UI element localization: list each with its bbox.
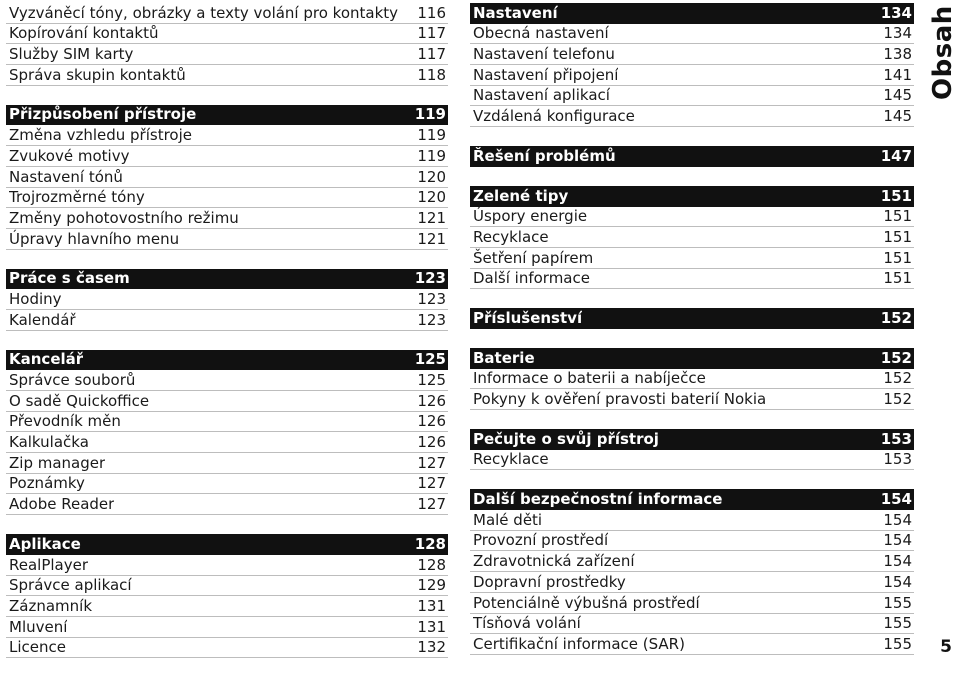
- toc-entry[interactable]: [6, 208, 448, 229]
- toc-entry[interactable]: [470, 44, 914, 65]
- chapter-page-number: 154: [880, 490, 912, 509]
- entry-page-number: 154: [883, 510, 912, 529]
- chapter-page-number: 151: [880, 186, 912, 205]
- chapter-title: Další bezpečnostní informace: [473, 490, 723, 509]
- chapter-page-number: 128: [414, 534, 446, 553]
- chapter-page-number: 153: [880, 429, 912, 448]
- toc-right-column: [470, 3, 914, 674]
- toc-chapter-heading[interactable]: [470, 348, 914, 369]
- entry-title: Služby SIM karty: [9, 45, 134, 64]
- toc-entry[interactable]: [470, 24, 914, 45]
- chapter-title: Kancelář: [9, 350, 84, 369]
- toc-entry[interactable]: [470, 269, 914, 290]
- toc-entry[interactable]: [6, 432, 448, 453]
- toc-chapter-heading[interactable]: [470, 489, 914, 510]
- chapter-title: Aplikace: [9, 534, 81, 553]
- toc-entry[interactable]: [6, 289, 448, 310]
- toc-section: [470, 429, 914, 470]
- entry-title: Úspory energie: [473, 207, 588, 226]
- entry-title: Obecná nastavení: [473, 24, 609, 43]
- toc-section: [6, 350, 448, 516]
- toc-entry[interactable]: [6, 474, 448, 495]
- entry-page-number: 117: [417, 45, 446, 64]
- entry-page-number: 127: [417, 453, 446, 472]
- toc-entry[interactable]: [6, 494, 448, 515]
- toc-entry[interactable]: [6, 391, 448, 412]
- entry-page-number: 126: [417, 391, 446, 410]
- toc-chapter-heading[interactable]: [6, 105, 448, 126]
- toc-entry[interactable]: [6, 310, 448, 331]
- toc-entry[interactable]: [6, 146, 448, 167]
- toc-entry[interactable]: [470, 207, 914, 228]
- entry-title: Malé děti: [473, 510, 543, 529]
- toc-chapter-heading[interactable]: [470, 429, 914, 450]
- page-number: 5: [940, 637, 952, 657]
- entry-page-number: 123: [417, 310, 446, 329]
- toc-entry[interactable]: [470, 551, 914, 572]
- toc-entry[interactable]: [470, 572, 914, 593]
- entry-page-number: 145: [883, 86, 912, 105]
- entry-title: Dopravní prostředky: [473, 572, 626, 591]
- entry-page-number: 117: [417, 24, 446, 43]
- toc-left-column: [6, 3, 448, 677]
- entry-title: Recyklace: [473, 450, 549, 469]
- entry-page-number: 155: [883, 634, 912, 653]
- toc-section: [470, 348, 914, 410]
- entry-title: Kalkulačka: [9, 433, 89, 452]
- entry-title: Provozní prostředí: [473, 531, 609, 550]
- entry-title: Certifikační informace (SAR): [473, 634, 685, 653]
- entry-title: Převodník měn: [9, 412, 121, 431]
- toc-entry[interactable]: [470, 369, 914, 390]
- chapter-page-number: 134: [880, 3, 912, 22]
- entry-page-number: 153: [883, 450, 912, 469]
- toc-chapter-heading[interactable]: [470, 146, 914, 167]
- entry-title: Trojrozměrné tóny: [9, 188, 145, 207]
- side-title: Obsah: [928, 5, 958, 100]
- entry-page-number: 131: [417, 617, 446, 636]
- toc-entry[interactable]: [6, 370, 448, 391]
- entry-page-number: 154: [883, 552, 912, 571]
- toc-section: [470, 186, 914, 289]
- entry-title: Zvukové motivy: [9, 146, 130, 165]
- toc-entry[interactable]: [6, 188, 448, 209]
- entry-page-number: 131: [417, 596, 446, 615]
- entry-title: Vyzváněcí tóny, obrázky a texty volání pro kontakty: [9, 3, 399, 22]
- toc-entry[interactable]: [470, 65, 914, 86]
- toc-entry[interactable]: [6, 555, 448, 576]
- entry-page-number: 151: [883, 207, 912, 226]
- entry-page-number: 145: [883, 107, 912, 126]
- entry-page-number: 151: [883, 269, 912, 288]
- chapter-title: Řešení problémů: [473, 146, 616, 165]
- toc-section: [6, 105, 448, 250]
- entry-page-number: 121: [417, 208, 446, 227]
- toc-entry[interactable]: [6, 125, 448, 146]
- toc-entry[interactable]: [470, 614, 914, 635]
- toc-chapter-heading[interactable]: [470, 3, 914, 24]
- entry-page-number: 121: [417, 229, 446, 248]
- toc-section: [470, 3, 914, 127]
- toc-entry[interactable]: [470, 86, 914, 107]
- entry-page-number: 127: [417, 474, 446, 493]
- toc-chapter-heading[interactable]: [470, 186, 914, 207]
- toc-entry[interactable]: [6, 596, 448, 617]
- chapter-title: Příslušenství: [473, 308, 583, 327]
- entry-title: Další informace: [473, 269, 590, 288]
- entry-title: Recyklace: [473, 227, 549, 246]
- toc-entry[interactable]: [6, 229, 448, 250]
- chapter-title: Práce s časem: [9, 269, 130, 288]
- toc-entry[interactable]: [470, 634, 914, 655]
- entry-title: Nastavení aplikací: [473, 86, 610, 105]
- entry-page-number: 154: [883, 531, 912, 550]
- entry-page-number: 127: [417, 495, 446, 514]
- toc-entry[interactable]: [470, 450, 914, 471]
- entry-title: Úpravy hlavního menu: [9, 229, 180, 248]
- chapter-page-number: 119: [414, 105, 446, 124]
- toc-chapter-heading[interactable]: [6, 269, 448, 290]
- chapter-title: Nastavení: [473, 3, 558, 22]
- toc-entry[interactable]: [6, 167, 448, 188]
- chapter-title: Pečujte o svůj přístroj: [473, 429, 659, 448]
- chapter-page-number: 123: [414, 269, 446, 288]
- toc-section: [6, 269, 448, 331]
- entry-title: O sadě Quickoffice: [9, 391, 150, 410]
- entry-title: Pokyny k ověření pravosti baterií Nokia: [473, 390, 767, 408]
- entry-page-number: 132: [417, 638, 446, 657]
- toc-entry[interactable]: [470, 389, 914, 410]
- entry-title: Vzdálená konfigurace: [473, 107, 635, 126]
- entry-page-number: 141: [883, 65, 912, 84]
- toc-entry[interactable]: [6, 65, 448, 86]
- entry-title: Kopírování kontaktů: [9, 24, 159, 43]
- toc-entry[interactable]: [6, 44, 448, 65]
- entry-page-number: 125: [417, 371, 446, 389]
- entry-page-number: 155: [883, 593, 912, 612]
- chapter-page-number: 147: [880, 146, 912, 165]
- toc-entry[interactable]: [470, 593, 914, 614]
- entry-title: Změna vzhledu přístroje: [9, 126, 192, 145]
- entry-page-number: 151: [883, 227, 912, 246]
- entry-page-number: 120: [417, 188, 446, 207]
- entry-page-number: 152: [883, 369, 912, 388]
- entry-page-number: 151: [883, 248, 912, 267]
- chapter-title: Zelené tipy: [473, 186, 569, 205]
- entry-page-number: 126: [417, 412, 446, 431]
- toc-entry[interactable]: [470, 248, 914, 269]
- entry-title: Kalendář: [9, 310, 76, 329]
- entry-title: Zip manager: [9, 453, 106, 472]
- entry-title: Nastavení připojení: [473, 65, 619, 84]
- toc-entry[interactable]: [470, 106, 914, 127]
- entry-page-number: 128: [417, 555, 446, 574]
- toc-entry[interactable]: [6, 576, 448, 597]
- entry-page-number: 116: [417, 3, 446, 22]
- entry-title: Tísňová volání: [473, 614, 581, 633]
- entry-title: Adobe Reader: [9, 495, 115, 514]
- toc-entry[interactable]: [6, 638, 448, 659]
- chapter-page-number: 152: [880, 308, 912, 327]
- entry-page-number: 154: [883, 572, 912, 591]
- chapter-page-number: 152: [880, 348, 912, 367]
- toc-section: [470, 489, 914, 655]
- chapter-title: Baterie: [473, 348, 535, 367]
- entry-title: Správce souborů: [9, 371, 136, 389]
- toc-entry[interactable]: [470, 227, 914, 248]
- toc-section: [6, 3, 448, 86]
- entry-page-number: 118: [417, 65, 446, 84]
- entry-page-number: 138: [883, 45, 912, 64]
- entry-page-number: 119: [417, 126, 446, 145]
- toc-section: [470, 308, 914, 329]
- entry-page-number: 155: [883, 614, 912, 633]
- entry-title: RealPlayer: [9, 555, 89, 574]
- toc-entry[interactable]: [470, 510, 914, 531]
- entry-title: Informace o baterii a nabíječce: [473, 369, 706, 388]
- toc-entry[interactable]: [470, 531, 914, 552]
- entry-page-number: 120: [417, 167, 446, 186]
- toc-entry[interactable]: [6, 412, 448, 433]
- toc-entry[interactable]: [6, 453, 448, 474]
- entry-title: Nastavení telefonu: [473, 45, 615, 64]
- entry-title: Správce aplikací: [9, 576, 132, 595]
- entry-title: Zdravotnická zařízení: [473, 552, 635, 571]
- toc-chapter-heading[interactable]: [6, 534, 448, 555]
- entry-title: Poznámky: [9, 474, 85, 493]
- toc-entry[interactable]: [6, 3, 448, 24]
- entry-title: Nastavení tónů: [9, 167, 123, 186]
- entry-title: Mluvení: [9, 617, 68, 636]
- chapter-page-number: 125: [414, 350, 446, 369]
- entry-page-number: 123: [417, 289, 446, 308]
- entry-page-number: 119: [417, 146, 446, 165]
- entry-title: Správa skupin kontaktů: [9, 65, 186, 84]
- toc-chapter-heading[interactable]: [470, 308, 914, 329]
- entry-title: Hodiny: [9, 289, 62, 308]
- entry-title: Záznamník: [9, 596, 93, 615]
- toc-chapter-heading[interactable]: [6, 350, 448, 371]
- entry-page-number: 129: [417, 576, 446, 595]
- toc-section: [6, 534, 448, 658]
- entry-title: Licence: [9, 638, 66, 657]
- entry-page-number: 126: [417, 433, 446, 452]
- entry-page-number: 134: [883, 24, 912, 43]
- toc-entry[interactable]: [6, 24, 448, 45]
- chapter-title: Přizpůsobení přístroje: [9, 105, 197, 124]
- toc-section: [470, 146, 914, 167]
- entry-title: Potenciálně výbušná prostředí: [473, 593, 700, 612]
- entry-title: Šetření papírem: [473, 248, 594, 267]
- entry-title: Změny pohotovostního režimu: [9, 208, 239, 227]
- toc-entry[interactable]: [6, 617, 448, 638]
- entry-page-number: 152: [883, 390, 912, 408]
